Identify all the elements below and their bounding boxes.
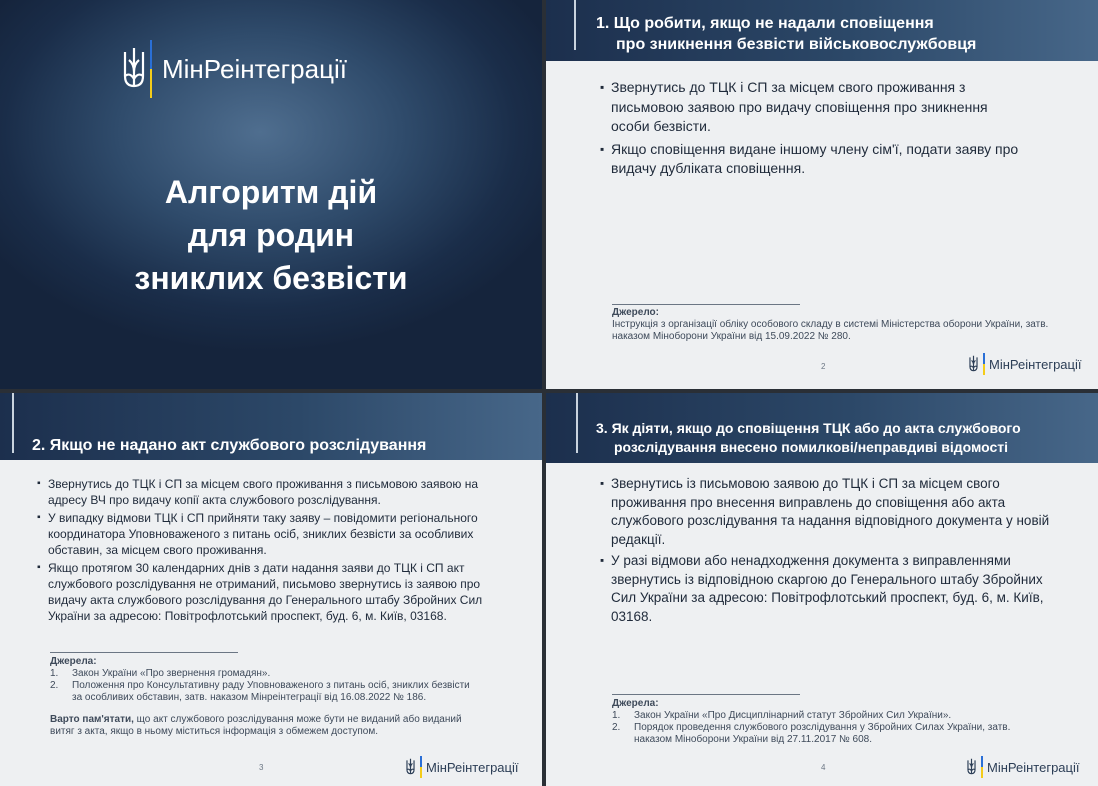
bullet-list (600, 475, 1055, 626)
sources-list (612, 710, 1042, 746)
sources-label: Джерела: (612, 698, 659, 709)
slide-title-text (0, 171, 542, 300)
list-item: ▪ Звернутись із письмовою заявою до ТЦК і СП за місцем свого проживання про внесення виправлень до сповіщення або акта службового розслідування та надання відповідного документа у новій редакції. (600, 475, 1055, 549)
slide-heading: 2. Якщо не надано акт службового розслідування (32, 437, 427, 454)
list-item: ▪ Звернутись до ТЦК і СП за місцем свого проживання з письмовою заявою про видачу сповіщення про зникнення особи безвісти. (600, 78, 1030, 137)
note (50, 714, 480, 738)
header-divider (574, 0, 576, 50)
ministry-logo (968, 353, 1081, 375)
logo-text: МінРеінтеграції (987, 759, 1080, 775)
source-label: Джерело: (612, 307, 659, 318)
title-line-2: для родин (187, 217, 355, 253)
list-item (50, 668, 480, 680)
heading-line-2: розслідування внесено помилкові/неправдиві відомості (614, 439, 1009, 455)
source-block (612, 307, 1052, 343)
slide-header (546, 0, 1098, 61)
item-text: Порядок проведення службового розслідування у Збройних Силах України, затв. наказом Міноборони України від 27.11.2017 № 608. (634, 722, 1011, 745)
heading-line-1: 1. Що робити, якщо не надали сповіщення (596, 15, 934, 32)
list-item: ▪ У разі відмови або ненадходження документа з виправленнями звернутись із відповідною скаргою до Генерального штабу Збройних Сил України за адресою: Повітрофлотський проспект, буд. 6, м. Київ, 03168. (600, 552, 1055, 626)
flag-bar (981, 756, 983, 778)
ministry-logo (966, 756, 1079, 778)
slide-title (0, 0, 542, 389)
item-number: 1. (612, 710, 621, 721)
trident-icon (122, 46, 146, 92)
heading-line-2: про зникнення безвісти військовослужбовця (616, 36, 977, 53)
list-item: ▪ Звернутись до ТЦК і СП за місцем свого проживання з письмовою заявою на адресу ВЧ про видачу копії акта службового розслідування. (37, 476, 487, 508)
sources-list (50, 668, 480, 704)
item-text: Положення про Консультативну раду Уповноваженого з питань осіб, зниклих безвісти за особливих обставин, затв. наказом Мінреінтеграції від 16.08.2022 № 186. (72, 680, 470, 703)
list-item: ▪ Якщо протягом 30 календарних днів з дати надання заяви до ТЦК і СП акт службового розслідування не отриманий, письмово звернутись із заявою про видачу акта службового розслідування до Генерального штабу Збройних Сил України за адресою: Повітрофлотський проспект, буд. 6, м. Київ, 03168. (37, 560, 487, 624)
slide-header (546, 393, 1098, 463)
page-number: 3 (259, 763, 264, 772)
item-number: 2. (612, 722, 621, 733)
sources-label: Джерела: (50, 656, 97, 667)
logo-text: МінРеінтеграції (162, 53, 347, 84)
list-item (612, 722, 1042, 746)
logo-text: МінРеінтеграції (426, 759, 519, 775)
ministry-logo (122, 40, 347, 98)
source-text: Інструкція з організації обліку особового складу в системі Міністерства оборони України, затв. наказом Міноборони України від 15.09.2022 № 280. (612, 319, 1049, 342)
trident-icon (966, 758, 977, 776)
page-number: 2 (821, 362, 826, 371)
slide-2 (546, 0, 1098, 389)
bullet-list (600, 78, 1030, 179)
note-bold: Варто пам'ятати, (50, 714, 134, 725)
note-text: що акт службового розслідування може бути не виданий або виданий витяг з акта, якщо в ньому міститься інформація з обмежем доступом. (50, 714, 462, 737)
source-divider (50, 652, 238, 653)
heading-line-1: 3. Як діяти, якщо до сповіщення ТЦК або до акта службового (596, 420, 1021, 436)
item-text: Закон України «Про Дисциплінарний статут Збройних Сил України». (634, 710, 952, 721)
trident-icon (405, 758, 416, 776)
trident-icon (968, 355, 979, 373)
slide-4 (546, 393, 1098, 786)
source-block (612, 698, 1042, 746)
title-line-1: Алгоритм дій (164, 174, 378, 210)
bullet-list (37, 476, 487, 624)
list-item: ▪ Якщо сповіщення видане іншому члену сім'ї, подати заяву про видачу дублікатa сповіщення. (600, 140, 1030, 179)
list-item (50, 680, 480, 704)
ministry-logo (405, 756, 518, 778)
slide-heading (596, 419, 1021, 457)
slide-3 (0, 393, 542, 786)
slide-heading (596, 13, 976, 55)
logo-text: МінРеінтеграції (989, 356, 1082, 372)
page-number: 4 (821, 763, 826, 772)
source-divider (612, 304, 800, 305)
flag-bar (420, 756, 422, 778)
item-number: 2. (50, 680, 59, 691)
list-item: ▪ У випадку відмови ТЦК і СП прийняти таку заяву – повідомити регіонального координатора Уповноваженого з питань осіб, зниклих безвісти за особливих обставин, за місцем свого проживання. (37, 510, 487, 558)
item-text: Закон України «Про звернення громадян». (72, 668, 271, 679)
source-divider (612, 694, 800, 695)
item-number: 1. (50, 668, 59, 679)
slide-header (0, 393, 542, 460)
title-line-3: зниклих безвісти (134, 260, 408, 296)
flag-bar (150, 40, 152, 98)
header-divider (12, 393, 14, 453)
header-divider (576, 393, 578, 453)
flag-bar (983, 353, 985, 375)
source-block (50, 656, 480, 738)
list-item (612, 710, 1042, 722)
